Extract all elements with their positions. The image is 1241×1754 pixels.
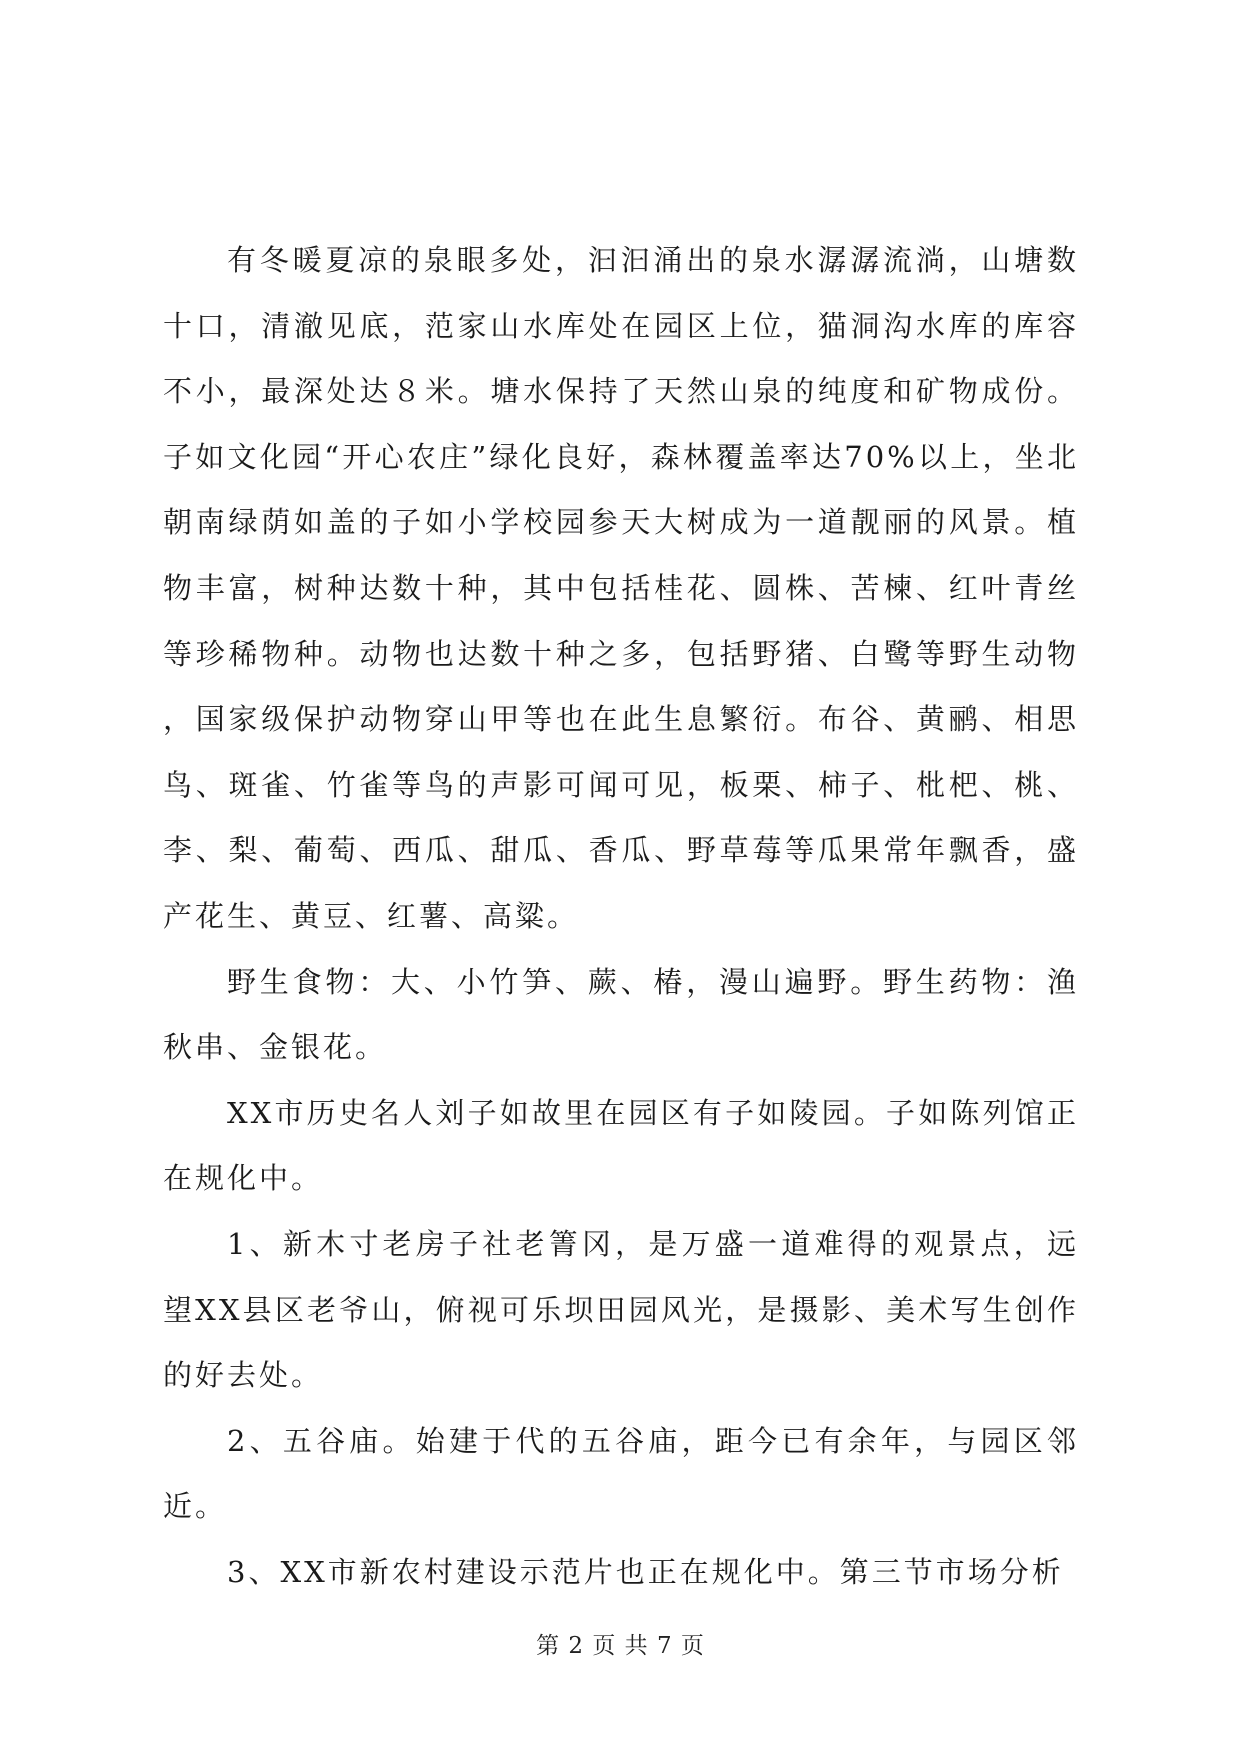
paragraph-historical-figure: XX市历史名人刘子如故里在园区有子如陵园。子如陈列馆正在规化中。 (163, 1095, 1079, 1196)
paragraph-wild-food: 野生食物：大、小竹笋、蕨、椿，漫山遍野。野生药物：渔秋串、金银花。 (163, 964, 1079, 1065)
paragraph-item-1: 1、新木寸老房子社老箐冈，是万盛一道难得的观景点，远望XX县区老爷山，俯视可乐坝田园风光，是摄影、美术写生创作的好去处。 (163, 1226, 1079, 1393)
document-body (163, 228, 1079, 1605)
paragraph-item-3: 3、XX市新农村建设示范片也正在规化中。第三节市场分析 (227, 1554, 1064, 1589)
paragraph-environment: 有冬暖夏凉的泉眼多处，汩汩涌出的泉水潺潺流淌，山塘数十口，清澈见底，范家山水库处在园区上位，猫洞沟水库的库容不小，最深处达８米。塘水保持了天然山泉的纯度和矿物成份。子如文化园“开心农庄”绿化良好，森林覆盖率达70%以上，坐北朝南绿荫如盖的子如小学校园参天大树成为一道靓丽的风景。植物丰富，树种达数十种，其中包括桂花、圆株、苦楝、红叶青丝等珍稀物种。动物也达数十种之多，包括野猪、白鹭等野生动物，国家级保护动物穿山甲等也在此生息繁衍。布谷、黄鹂、相思鸟、斑雀、竹雀等鸟的声影可闻可见，板栗、柿子、枇杷、桃、李、梨、葡萄、西瓜、甜瓜、香瓜、野草莓等瓜果常年飘香，盛产花生、黄豆、红薯、高粱。 (163, 243, 1079, 933)
page-number-footer: 第 2 页 共 7 页 (536, 1633, 705, 1659)
paragraph-item-2: 2、五谷庙。始建于代的五谷庙，距今已有余年，与园区邻近。 (163, 1423, 1079, 1524)
